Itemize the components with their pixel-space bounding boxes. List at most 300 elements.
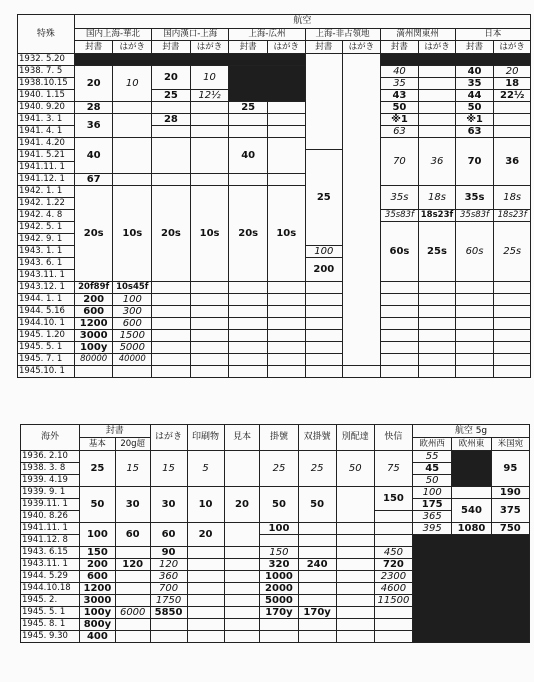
empty-cell xyxy=(455,366,494,378)
rate-value: 25 xyxy=(298,451,336,487)
date-cell: 1945. 1.20 xyxy=(18,330,75,342)
header-airmail: 航空 5g xyxy=(413,425,530,438)
rate-value: 45 xyxy=(413,463,452,475)
empty-cell xyxy=(267,138,305,174)
sub-letter: 封書 xyxy=(152,41,191,54)
rate-value: 20 xyxy=(187,523,224,547)
rate-value: 720 xyxy=(374,559,412,571)
empty-cell xyxy=(336,583,374,595)
empty-cell xyxy=(419,90,455,102)
header-over-20g: 20g超 xyxy=(115,438,150,451)
overseas-rate-table xyxy=(20,424,530,643)
empty-cell xyxy=(494,126,531,138)
domestic-air-rate-table xyxy=(17,14,531,378)
rate-value: 10s xyxy=(113,186,152,282)
empty-cell xyxy=(419,354,455,366)
empty-cell xyxy=(115,571,150,583)
header-usa: 米国宛 xyxy=(491,438,529,451)
empty-cell xyxy=(380,366,419,378)
rate-value: 25 xyxy=(229,102,268,114)
sub-letter: 封書 xyxy=(305,41,343,54)
rate-value: 60 xyxy=(150,523,187,547)
rate-value: 70 xyxy=(455,138,494,186)
empty-cell xyxy=(113,114,152,138)
date-cell: 1944. 1. 1 xyxy=(18,294,75,306)
empty-cell xyxy=(152,342,191,354)
sub-card: はがき xyxy=(494,41,531,54)
date-cell: 1943.11. 1 xyxy=(21,559,80,571)
date-cell: 1945. 5. 1 xyxy=(21,607,80,619)
empty-cell xyxy=(455,318,494,330)
empty-cell xyxy=(152,318,191,330)
rate-value: 150 xyxy=(79,547,115,559)
rate-value: 20f89f xyxy=(74,282,113,294)
date-cell: 1942. 1. 1 xyxy=(18,186,75,198)
rate-value: 18s xyxy=(419,186,455,210)
rate-value: 25 xyxy=(79,451,115,487)
empty-cell xyxy=(305,354,343,366)
rate-value: 50 xyxy=(455,102,494,114)
empty-cell xyxy=(224,571,260,583)
empty-cell xyxy=(150,619,187,631)
empty-cell xyxy=(419,330,455,342)
header-express: 快信 xyxy=(374,425,412,451)
rate-value: 25 xyxy=(260,451,298,487)
empty-cell xyxy=(187,631,224,643)
empty-cell xyxy=(152,174,191,186)
rate-value: 22½ xyxy=(494,90,531,102)
empty-cell xyxy=(374,619,412,631)
empty-cell xyxy=(336,535,374,547)
empty-cell xyxy=(152,366,191,378)
header-sample: 見本 xyxy=(224,425,260,451)
date-cell: 1943. 6. 1 xyxy=(18,258,75,270)
rate-value: 50 xyxy=(413,475,452,487)
empty-cell xyxy=(152,294,191,306)
date-cell: 1938. 7. 5 xyxy=(18,66,75,78)
empty-cell xyxy=(267,102,305,114)
date-cell: 1941. 4. 1 xyxy=(18,126,75,138)
rate-value: 35 xyxy=(455,78,494,90)
empty-cell xyxy=(494,114,531,126)
empty-cell xyxy=(190,282,229,294)
empty-cell xyxy=(336,547,374,559)
rate-value: 1000 xyxy=(260,571,298,583)
empty-cell xyxy=(152,330,191,342)
rate-value: 1200 xyxy=(74,318,113,330)
empty-cell xyxy=(298,547,336,559)
date-cell: 1938.10.15 xyxy=(18,78,75,90)
empty-cell xyxy=(229,126,268,138)
empty-cell xyxy=(229,330,268,342)
date-cell: 1941. 3. 1 xyxy=(18,114,75,126)
empty-cell xyxy=(187,559,224,571)
rate-value: 1750 xyxy=(150,595,187,607)
rate-value: 60s xyxy=(455,222,494,282)
sub-letter: 封書 xyxy=(380,41,419,54)
date-cell: 1941.11. 1 xyxy=(21,523,80,535)
empty-cell xyxy=(229,306,268,318)
date-cell: 1945. 9.30 xyxy=(21,631,80,643)
empty-cell xyxy=(380,342,419,354)
date-cell: 1945. 2. xyxy=(21,595,80,607)
rate-value: 50 xyxy=(79,487,115,523)
rate-value: 750 xyxy=(491,523,529,535)
header-special-delivery: 別配達 xyxy=(336,425,374,451)
rate-value: 3000 xyxy=(79,595,115,607)
empty-cell xyxy=(419,126,455,138)
header-printed: 印刷物 xyxy=(187,425,224,451)
blacked-out-cell xyxy=(452,451,491,487)
empty-cell xyxy=(298,523,336,535)
empty-cell xyxy=(190,126,229,138)
empty-cell xyxy=(190,366,229,378)
rate-value: 4600 xyxy=(374,583,412,595)
rate-value: 200 xyxy=(305,258,343,282)
header-double-registered: 双掛號 xyxy=(298,425,336,451)
empty-cell xyxy=(260,535,298,547)
empty-cell xyxy=(229,366,268,378)
empty-cell xyxy=(452,487,491,499)
date-cell: 1940. 9.20 xyxy=(18,102,75,114)
empty-cell xyxy=(190,342,229,354)
rate-value: 18s23f xyxy=(419,210,455,222)
rate-value: 36 xyxy=(74,114,113,138)
rate-value: 40 xyxy=(74,138,113,174)
date-cell: 1942. 9. 1 xyxy=(18,234,75,246)
empty-cell xyxy=(419,318,455,330)
empty-cell xyxy=(298,583,336,595)
corner-overseas: 海外 xyxy=(21,425,80,451)
rate-value: 3000 xyxy=(74,330,113,342)
empty-cell xyxy=(187,547,224,559)
header-basic: 基本 xyxy=(79,438,115,451)
date-cell: 1945. 7. 1 xyxy=(18,354,75,366)
rate-value: 360 xyxy=(150,571,187,583)
date-cell: 1944.10. 1 xyxy=(18,318,75,330)
rate-value: 90 xyxy=(150,547,187,559)
empty-cell xyxy=(336,631,374,643)
rate-value: 5850 xyxy=(150,607,187,619)
empty-cell xyxy=(115,583,150,595)
rate-value: 15 xyxy=(150,451,187,487)
rate-value: 10s45f xyxy=(113,282,152,294)
rate-value: 700 xyxy=(150,583,187,595)
sub-letter: 封書 xyxy=(229,41,268,54)
date-cell: 1939.11. 1 xyxy=(21,499,80,511)
empty-cell xyxy=(336,523,374,535)
empty-cell xyxy=(494,282,531,294)
date-cell: 1940. 8.26 xyxy=(21,511,80,523)
rate-value: 40000 xyxy=(113,354,152,366)
empty-cell xyxy=(224,607,260,619)
rate-value: 25 xyxy=(152,90,191,102)
rate-value: 20 xyxy=(152,66,191,90)
empty-cell xyxy=(152,354,191,366)
rate-value: 200 xyxy=(74,294,113,306)
date-cell: 1943. 6.15 xyxy=(21,547,80,559)
rate-value: 40 xyxy=(380,66,419,78)
rate-value: 30 xyxy=(150,487,187,523)
rate-value: 63 xyxy=(455,126,494,138)
rate-value: 150 xyxy=(374,487,412,511)
empty-cell xyxy=(267,330,305,342)
rate-value: 395 xyxy=(413,523,452,535)
empty-cell xyxy=(115,595,150,607)
empty-cell xyxy=(336,595,374,607)
rate-value: 100 xyxy=(413,487,452,499)
rate-value: 100y xyxy=(79,607,115,619)
date-cell: 1942. 5. 1 xyxy=(18,222,75,234)
rate-value: 35s83f xyxy=(380,210,419,222)
empty-cell xyxy=(419,78,455,90)
date-cell: 1944. 5.29 xyxy=(21,571,80,583)
empty-cell xyxy=(115,619,150,631)
empty-cell xyxy=(455,306,494,318)
empty-cell xyxy=(336,487,374,523)
empty-cell xyxy=(152,138,191,174)
rate-value: 35s xyxy=(455,186,494,210)
empty-cell xyxy=(190,294,229,306)
date-cell: 1939. 9. 1 xyxy=(21,487,80,499)
rate-value: 10 xyxy=(113,66,152,102)
rate-value: 100 xyxy=(260,523,298,535)
group-japan: 日本 xyxy=(455,29,530,41)
empty-cell xyxy=(343,366,381,378)
empty-cell xyxy=(190,318,229,330)
empty-cell xyxy=(224,559,260,571)
date-cell: 1939. 4.19 xyxy=(21,475,80,487)
sub-card: はがき xyxy=(190,41,229,54)
empty-cell xyxy=(267,282,305,294)
empty-cell xyxy=(374,511,412,523)
rate-value: 15 xyxy=(115,451,150,487)
date-cell: 1941.12. 1 xyxy=(18,174,75,186)
empty-cell xyxy=(419,114,455,126)
empty-cell xyxy=(455,282,494,294)
empty-cell xyxy=(305,330,343,342)
rate-value: 6000 xyxy=(115,607,150,619)
rate-value: 36 xyxy=(494,138,531,186)
header-europe-east: 欧州東 xyxy=(452,438,491,451)
empty-cell xyxy=(224,523,260,547)
rate-value: 67 xyxy=(74,174,113,186)
empty-cell xyxy=(152,102,191,114)
rate-value: 400 xyxy=(79,631,115,643)
rate-value: 100 xyxy=(305,246,343,258)
sub-letter: 封書 xyxy=(455,41,494,54)
empty-cell xyxy=(305,366,343,378)
rate-value: 63 xyxy=(380,126,419,138)
rate-value: 10 xyxy=(187,487,224,523)
date-cell: 1940. 1.15 xyxy=(18,90,75,102)
empty-cell xyxy=(298,535,336,547)
rate-value: 5000 xyxy=(260,595,298,607)
blacked-out-cell xyxy=(74,54,305,66)
rate-value: 2300 xyxy=(374,571,412,583)
rate-value: 18s23f xyxy=(494,210,531,222)
rate-value: 35 xyxy=(380,78,419,90)
sub-card: はがき xyxy=(419,41,455,54)
date-cell: 1943. 1. 1 xyxy=(18,246,75,258)
rate-value: 800y xyxy=(79,619,115,631)
empty-cell xyxy=(305,318,343,330)
rate-value: 28 xyxy=(152,114,191,126)
rate-value: 600 xyxy=(113,318,152,330)
empty-cell xyxy=(494,330,531,342)
empty-cell xyxy=(224,583,260,595)
empty-cell xyxy=(113,138,152,174)
empty-cell xyxy=(380,318,419,330)
empty-cell xyxy=(419,282,455,294)
empty-cell xyxy=(305,306,343,318)
empty-cell xyxy=(187,583,224,595)
blacked-out-cell xyxy=(229,66,305,102)
date-cell: 1944. 5.16 xyxy=(18,306,75,318)
rate-value: ※1 xyxy=(455,114,494,126)
empty-cell xyxy=(229,294,268,306)
empty-cell xyxy=(380,306,419,318)
header-registered: 掛號 xyxy=(260,425,298,451)
date-cell: 1942. 4. 8 xyxy=(18,210,75,222)
rate-value: 1080 xyxy=(452,523,491,535)
empty-cell xyxy=(187,619,224,631)
group-hankou-shanghai: 国内漢口-上海 xyxy=(152,29,229,41)
rate-value: 25s xyxy=(419,222,455,282)
rate-value: 25s xyxy=(494,222,531,282)
rate-value: 1200 xyxy=(79,583,115,595)
empty-cell xyxy=(419,306,455,318)
rate-value: 300 xyxy=(113,306,152,318)
empty-cell xyxy=(113,102,152,114)
date-cell: 1945. 5. 1 xyxy=(18,342,75,354)
rate-value: ※1 xyxy=(380,114,419,126)
date-cell: 1943.12. 1 xyxy=(18,282,75,294)
empty-cell xyxy=(494,366,531,378)
empty-cell xyxy=(343,54,381,366)
rate-value: 120 xyxy=(150,559,187,571)
rate-value: 40 xyxy=(229,138,268,174)
empty-cell xyxy=(267,114,305,126)
empty-cell xyxy=(494,102,531,114)
empty-cell xyxy=(455,330,494,342)
empty-cell xyxy=(190,174,229,186)
empty-cell xyxy=(150,631,187,643)
rate-value: 365 xyxy=(413,511,452,523)
date-cell: 1941. 4.20 xyxy=(18,138,75,150)
air-header: 航空 xyxy=(74,15,530,29)
group-shanghai-north: 国内上海-華北 xyxy=(74,29,151,41)
empty-cell xyxy=(115,547,150,559)
rate-value: 170y xyxy=(298,607,336,619)
date-cell: 1941.11. 1 xyxy=(18,162,75,174)
rate-value: 450 xyxy=(374,547,412,559)
empty-cell xyxy=(494,294,531,306)
empty-cell xyxy=(224,451,260,487)
empty-cell xyxy=(267,318,305,330)
empty-cell xyxy=(419,342,455,354)
empty-cell xyxy=(224,619,260,631)
date-cell: 1938. 3. 8 xyxy=(21,463,80,475)
sub-card: はがき xyxy=(267,41,305,54)
rate-value: 20s xyxy=(74,186,113,282)
empty-cell xyxy=(229,174,268,186)
rate-value: 55 xyxy=(413,451,452,463)
empty-cell xyxy=(298,619,336,631)
empty-cell xyxy=(152,306,191,318)
rate-value: 18 xyxy=(494,78,531,90)
rate-value: 375 xyxy=(491,499,529,523)
empty-cell xyxy=(298,595,336,607)
date-cell: 1942. 1.22 xyxy=(18,198,75,210)
rate-value: 43 xyxy=(380,90,419,102)
empty-cell xyxy=(267,366,305,378)
empty-cell xyxy=(229,114,268,126)
rate-value: 100y xyxy=(74,342,113,354)
empty-cell xyxy=(374,631,412,643)
empty-cell xyxy=(298,631,336,643)
rate-value: 50 xyxy=(336,451,374,487)
rate-value: 95 xyxy=(491,451,529,487)
rate-value: 50 xyxy=(298,487,336,523)
empty-cell xyxy=(229,282,268,294)
rate-value: 10s xyxy=(190,186,229,282)
empty-cell xyxy=(115,631,150,643)
rate-value: 30 xyxy=(115,487,150,523)
empty-cell xyxy=(229,318,268,330)
empty-cell xyxy=(380,330,419,342)
empty-cell xyxy=(298,571,336,583)
empty-cell xyxy=(187,595,224,607)
empty-cell xyxy=(152,282,191,294)
rate-value: 11500 xyxy=(374,595,412,607)
rate-value: 40 xyxy=(455,66,494,78)
empty-cell xyxy=(224,595,260,607)
rate-value: 28 xyxy=(74,102,113,114)
rate-value: 320 xyxy=(260,559,298,571)
rate-value: 12½ xyxy=(190,90,229,102)
empty-cell xyxy=(74,366,113,378)
group-manchuria: 満州関東州 xyxy=(380,29,455,41)
empty-cell xyxy=(336,559,374,571)
date-cell: 1945.10. 1 xyxy=(18,366,75,378)
empty-cell xyxy=(190,114,229,126)
empty-cell xyxy=(260,631,298,643)
empty-cell xyxy=(190,354,229,366)
rate-value: 20 xyxy=(224,487,260,523)
rate-value: 75 xyxy=(374,451,412,487)
date-cell: 1936. 2.10 xyxy=(21,451,80,463)
empty-cell xyxy=(380,354,419,366)
empty-cell xyxy=(494,318,531,330)
rate-value: 120 xyxy=(115,559,150,571)
rate-value: 10s xyxy=(267,186,305,282)
empty-cell xyxy=(224,547,260,559)
rate-value: 20s xyxy=(229,186,268,282)
date-cell: 1944.10.18 xyxy=(21,583,80,595)
blacked-out-cell xyxy=(413,535,530,643)
rate-value: 50 xyxy=(380,102,419,114)
header-letter: 封書 xyxy=(79,425,150,438)
empty-cell xyxy=(380,294,419,306)
rate-value: 80000 xyxy=(74,354,113,366)
empty-cell xyxy=(305,294,343,306)
rate-value: 1500 xyxy=(113,330,152,342)
empty-cell xyxy=(305,342,343,354)
empty-cell xyxy=(267,126,305,138)
empty-cell xyxy=(152,126,191,138)
empty-cell xyxy=(419,294,455,306)
